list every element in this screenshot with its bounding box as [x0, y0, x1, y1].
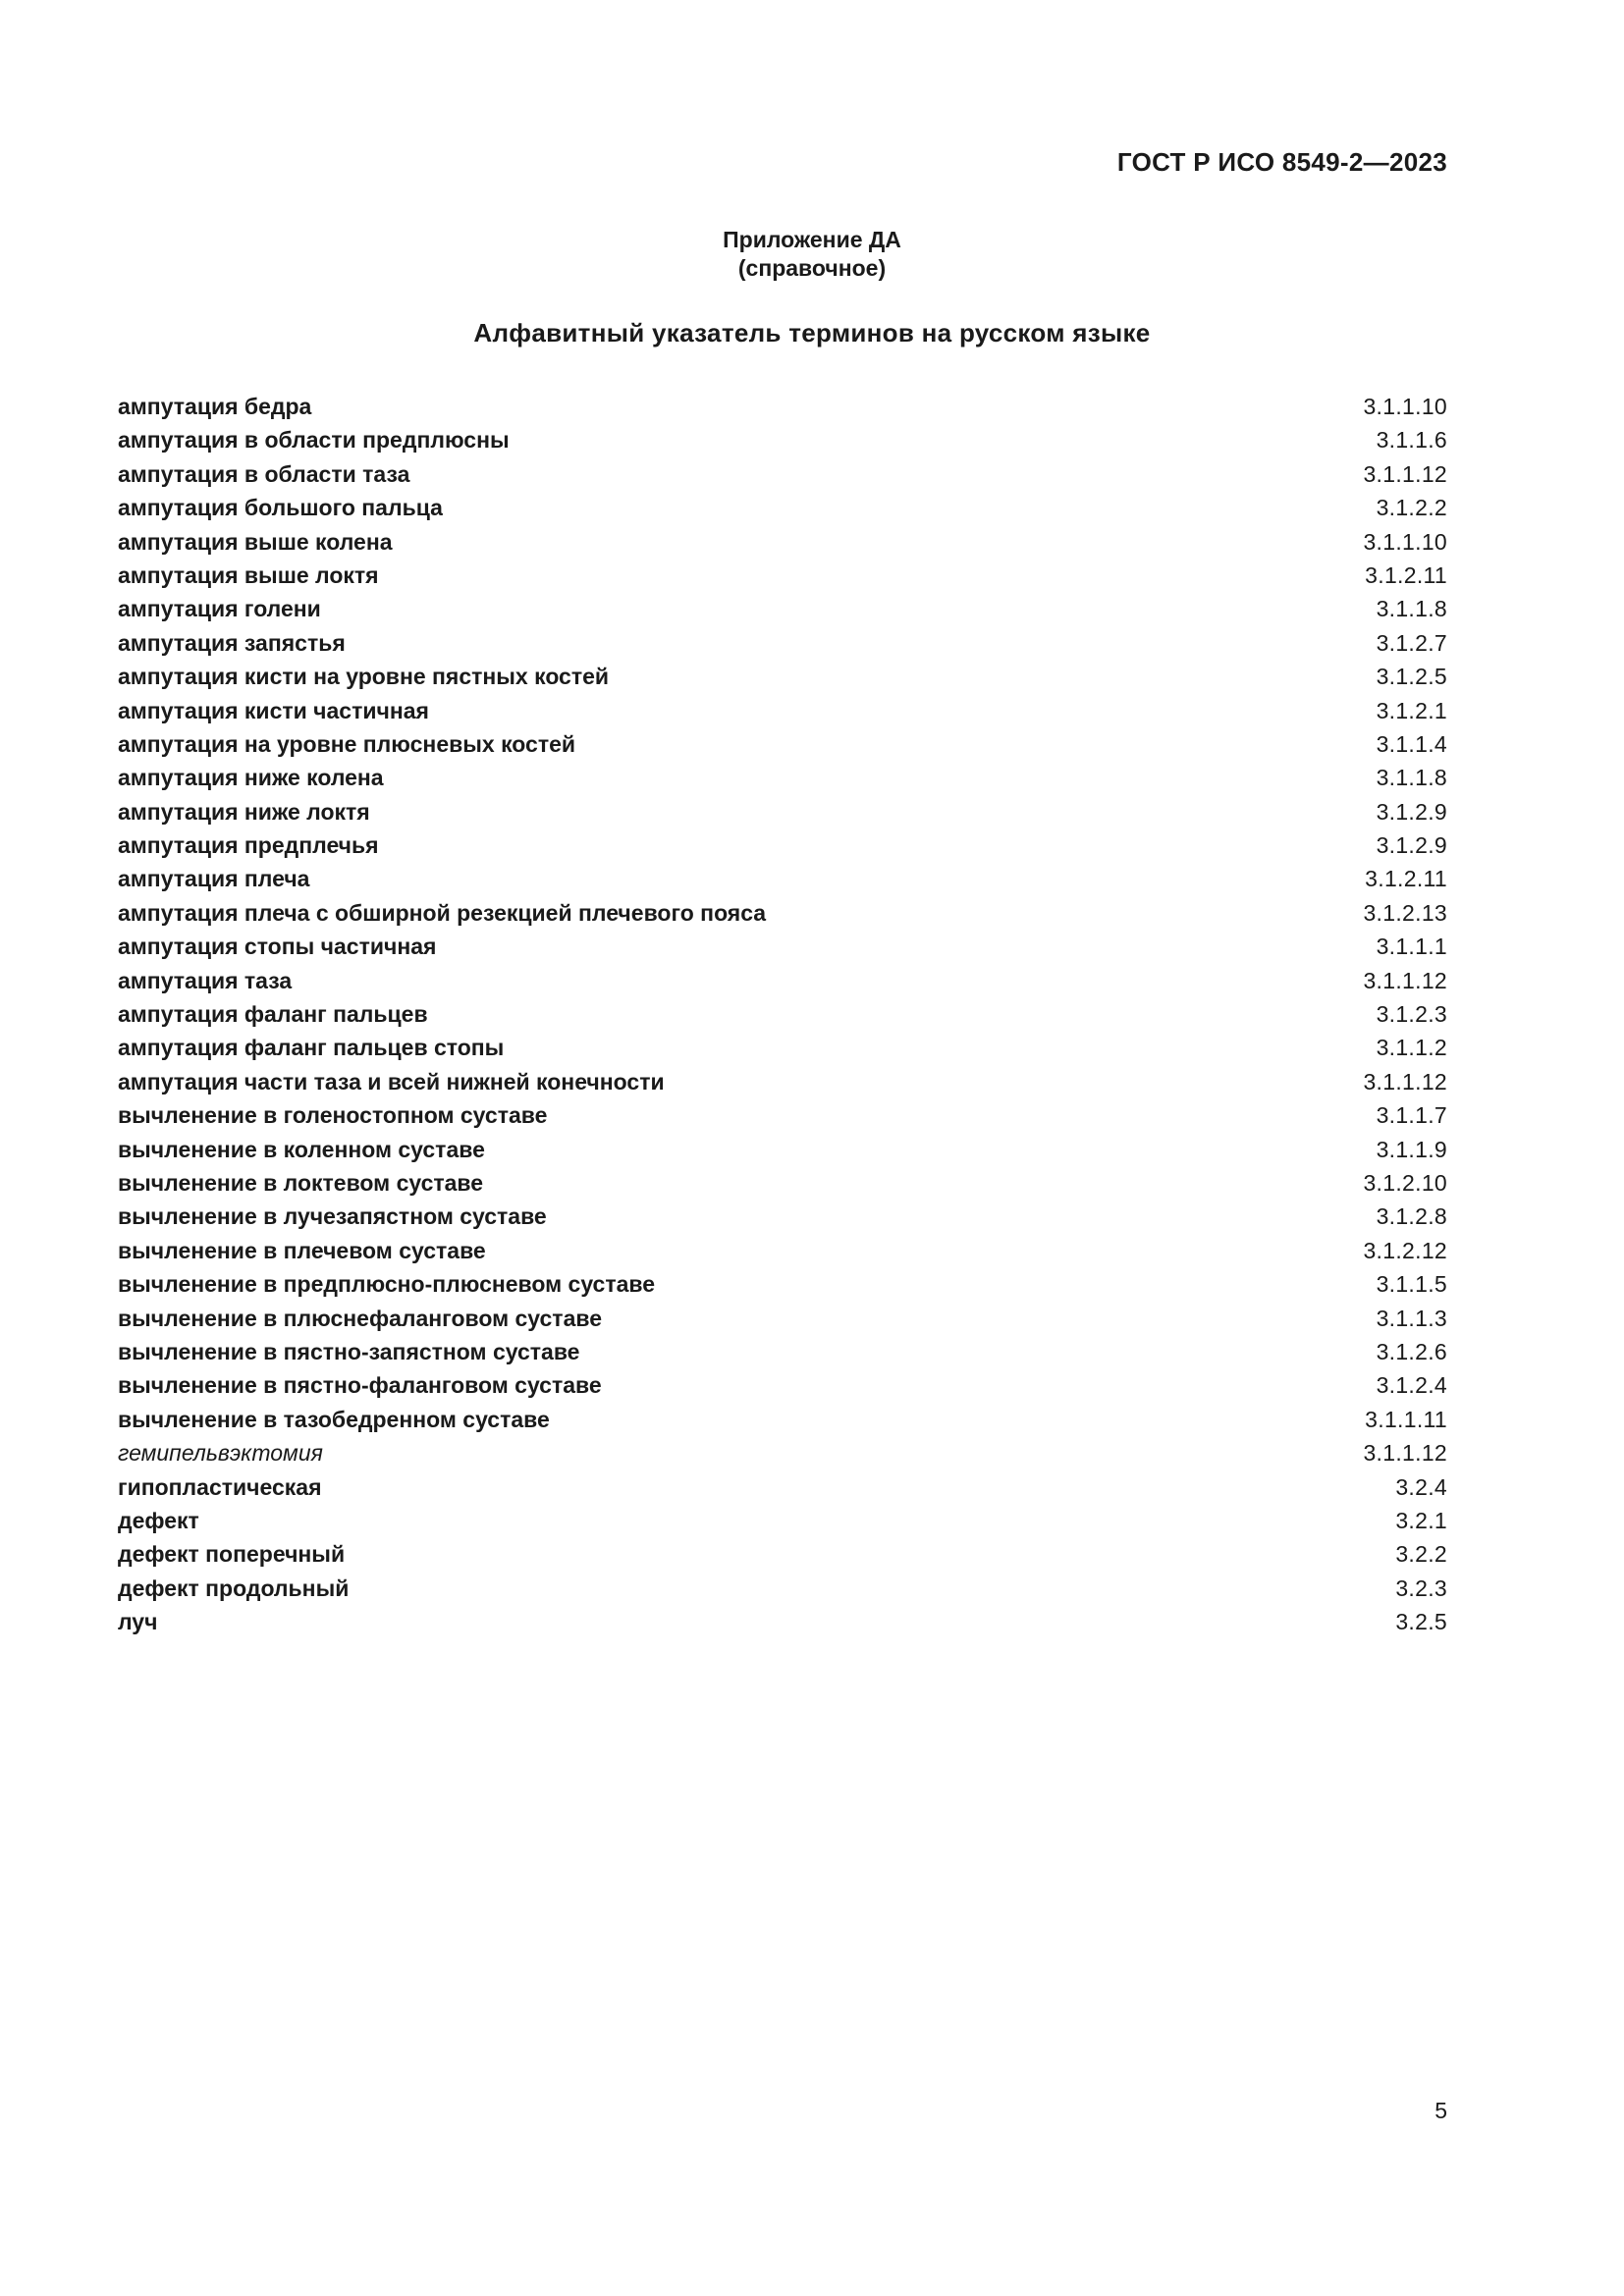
- index-term: ампутация выше колена: [118, 528, 393, 555]
- index-entry: [118, 896, 1447, 930]
- index-ref: 3.1.2.9: [1376, 798, 1447, 825]
- index-term: ампутация фаланг пальцев: [118, 1001, 428, 1028]
- index-term: ампутация плеча с обширной резекцией плечевого пояса: [118, 899, 767, 926]
- index-entry: [118, 1436, 1447, 1469]
- index-ref: 3.1.1.11: [1365, 1406, 1447, 1432]
- index-entry: [118, 592, 1447, 625]
- index-entry: [118, 1031, 1447, 1064]
- index-entry: [118, 525, 1447, 559]
- index-ref: 3.1.2.5: [1376, 664, 1447, 690]
- index-entry: [118, 1234, 1447, 1267]
- index-ref: 3.1.2.7: [1376, 629, 1447, 656]
- index-entry: [118, 1605, 1447, 1638]
- index-ref: 3.1.2.2: [1376, 495, 1447, 521]
- index-ref: 3.1.1.8: [1376, 596, 1447, 622]
- document-code: ГОСТ Р ИСО 8549-2—2023: [1116, 147, 1447, 177]
- index-term: вычленение в коленном суставе: [118, 1136, 485, 1162]
- index-ref: 3.1.1.10: [1363, 528, 1447, 555]
- index-entry: [118, 1098, 1447, 1132]
- index-entry: [118, 1200, 1447, 1233]
- index-term: ампутация плеча: [118, 866, 310, 892]
- index-ref: 3.1.2.13: [1363, 899, 1447, 926]
- index-ref: 3.1.1.10: [1363, 394, 1447, 419]
- index-term: дефект поперечный: [118, 1541, 346, 1568]
- index-term: ампутация фаланг пальцев стопы: [118, 1035, 505, 1061]
- index-term: вычленение в локтевом суставе: [118, 1169, 484, 1196]
- index-entry: [118, 559, 1447, 592]
- index-entry: [118, 1504, 1447, 1537]
- index-term: гемипельвэктомия: [118, 1440, 323, 1467]
- index-entry: [118, 1065, 1447, 1098]
- index-ref: 3.1.2.1: [1376, 697, 1447, 723]
- index-term: ампутация таза: [118, 967, 293, 993]
- index-ref: 3.2.1: [1395, 1507, 1447, 1533]
- index-entry: [118, 1166, 1447, 1200]
- index-ref: 3.1.2.11: [1365, 866, 1447, 892]
- index-title: Алфавитный указатель терминов на русском языке: [473, 318, 1151, 347]
- index-entry: [118, 660, 1447, 693]
- index-term: вычленение в лучезапястном суставе: [118, 1203, 547, 1230]
- index-ref: 3.1.1.2: [1376, 1035, 1447, 1061]
- index-ref: 3.2.2: [1395, 1541, 1447, 1568]
- index-term: вычленение в плечевом суставе: [118, 1237, 486, 1263]
- index-term: ампутация бедра: [118, 394, 312, 419]
- index-ref: 3.1.2.11: [1365, 561, 1447, 588]
- index-ref: 3.1.1.7: [1376, 1102, 1447, 1129]
- index-entry: [118, 1470, 1447, 1504]
- index-entry: [118, 964, 1447, 997]
- index-ref: 3.1.1.9: [1376, 1136, 1447, 1162]
- index-entry: [118, 828, 1447, 862]
- annex-title: Приложение ДА: [723, 227, 901, 252]
- index-entry: [118, 457, 1447, 491]
- index-term: ампутация ниже локтя: [118, 798, 370, 825]
- index-term: вычленение в тазобедренном суставе: [118, 1406, 550, 1432]
- index-term: вычленение в пястно-фаланговом суставе: [118, 1372, 602, 1399]
- index-ref: 3.1.2.3: [1376, 1001, 1447, 1028]
- index-ref: 3.1.1.1: [1376, 934, 1447, 960]
- index-ref: 3.1.1.12: [1363, 1440, 1447, 1467]
- index-entry: [118, 1403, 1447, 1436]
- index-ref: 3.1.2.9: [1376, 832, 1447, 859]
- index-term: ампутация стопы частичная: [118, 934, 437, 960]
- index-entry: [118, 795, 1447, 828]
- index-term: вычленение в плюснефаланговом суставе: [118, 1305, 602, 1331]
- index-entry: [118, 423, 1447, 456]
- index-term: ампутация ниже колена: [118, 765, 384, 791]
- index-entry: [118, 1267, 1447, 1301]
- index-ref: 3.1.2.12: [1363, 1237, 1447, 1263]
- index-entry: [118, 1302, 1447, 1335]
- index-term: ампутация части таза и всей нижней конечности: [118, 1068, 665, 1095]
- index-term: ампутация большого пальца: [118, 495, 443, 521]
- index-entry: [118, 862, 1447, 895]
- index-ref: 3.2.5: [1395, 1609, 1447, 1635]
- index-entry: [118, 626, 1447, 660]
- index-term: вычленение в голеностопном суставе: [118, 1102, 548, 1129]
- index-ref: 3.1.1.4: [1376, 730, 1447, 757]
- index-term: гипопластическая: [118, 1473, 322, 1500]
- index-ref: 3.1.2.8: [1376, 1203, 1447, 1230]
- index-entry: [118, 1572, 1447, 1605]
- index-term: ампутация запястья: [118, 629, 346, 656]
- index-term: ампутация предплечья: [118, 832, 379, 859]
- annex-heading: [0, 226, 1624, 283]
- index-ref: 3.1.1.6: [1376, 427, 1447, 454]
- index-ref: 3.1.1.5: [1376, 1271, 1447, 1298]
- index-term: ампутация выше локтя: [118, 561, 379, 588]
- index-entry: [118, 930, 1447, 963]
- index-term: ампутация кисти частичная: [118, 697, 429, 723]
- index-ref: 3.1.1.12: [1363, 1068, 1447, 1095]
- index-ref: 3.1.1.3: [1376, 1305, 1447, 1331]
- index-ref: 3.2.4: [1395, 1473, 1447, 1500]
- index-entry: [118, 1133, 1447, 1166]
- index-term: ампутация на уровне плюсневых костей: [118, 730, 576, 757]
- index-ref: 3.1.1.8: [1376, 765, 1447, 791]
- index-ref: 3.1.2.4: [1376, 1372, 1447, 1399]
- index-term: ампутация голени: [118, 596, 321, 622]
- index-term: дефект: [118, 1507, 199, 1533]
- index-entry: [118, 997, 1447, 1031]
- index-entry: [118, 1368, 1447, 1402]
- annex-status: (справочное): [737, 255, 887, 281]
- index-ref: 3.1.2.6: [1376, 1338, 1447, 1364]
- index-term: луч: [118, 1609, 158, 1635]
- index-ref: 3.1.1.12: [1363, 460, 1447, 487]
- index-ref: 3.1.1.12: [1363, 967, 1447, 993]
- index-entry: [118, 1537, 1447, 1571]
- index-ref: 3.1.2.10: [1363, 1169, 1447, 1196]
- index-entry: [118, 727, 1447, 761]
- index-entry: [118, 491, 1447, 524]
- index-term: ампутация кисти на уровне пястных костей: [118, 664, 610, 690]
- index-ref: 3.2.3: [1395, 1575, 1447, 1601]
- index-entry: [118, 390, 1447, 423]
- index-term: ампутация в области таза: [118, 460, 410, 487]
- index-term: вычленение в пястно-запястном суставе: [118, 1338, 580, 1364]
- index-term: ампутация в области предплюсны: [118, 427, 510, 454]
- term-index-list: [118, 390, 1447, 1638]
- index-entry: [118, 761, 1447, 794]
- index-term: вычленение в предплюсно-плюсневом суставе: [118, 1271, 656, 1298]
- index-term: дефект продольный: [118, 1575, 350, 1601]
- index-entry: [118, 1335, 1447, 1368]
- index-entry: [118, 694, 1447, 727]
- page-number: 5: [1435, 2098, 1447, 2123]
